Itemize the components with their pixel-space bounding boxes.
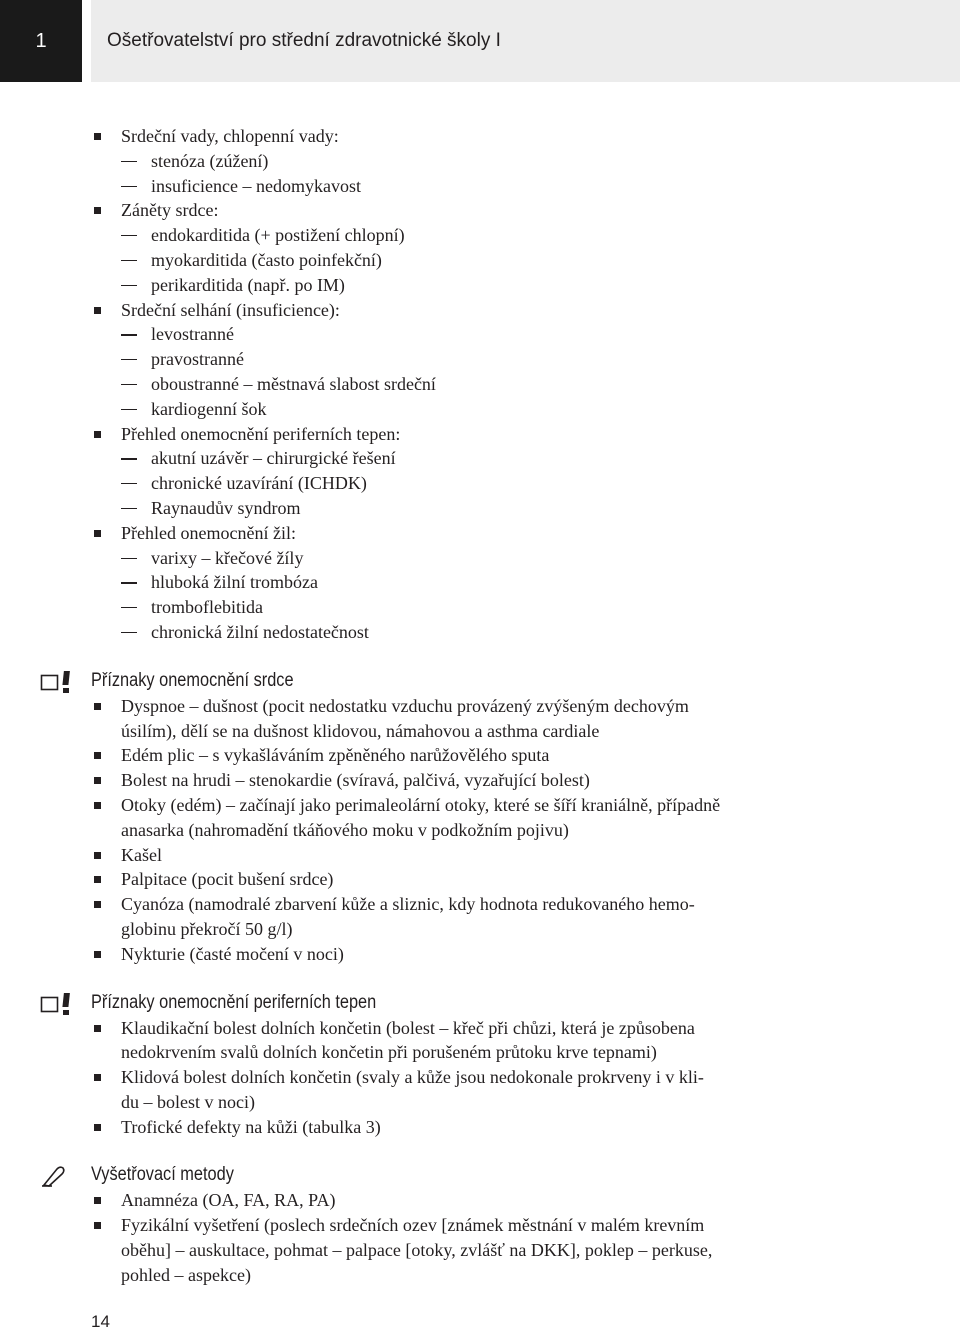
list-item: [0, 942, 960, 967]
list-item-continuation: [0, 719, 960, 744]
attention-icon: [40, 992, 80, 1016]
list-item: [0, 1065, 960, 1090]
list-item-continuation: úsilím), dělí se na dušnost klidovou, námahovou a asthma cardiale: [121, 720, 600, 741]
dash-mark: [121, 582, 137, 583]
list-item: [0, 198, 960, 223]
sub-list-item: [0, 149, 960, 174]
sub-item-text: pravostranné: [151, 349, 244, 370]
list-item: [0, 768, 960, 793]
header-band: [91, 0, 960, 82]
bullet-square: [94, 852, 101, 859]
dash-mark: [121, 508, 137, 509]
list-item: [0, 1016, 960, 1041]
sub-item-text: stenóza (zúžení): [151, 150, 269, 171]
bullet-square: [94, 951, 101, 958]
sub-item-text: kardiogenní šok: [151, 398, 267, 419]
attention-icon: [40, 670, 80, 694]
list-item: [0, 743, 960, 768]
section-title: Příznaky onemocnění srdce: [91, 669, 294, 691]
list-item-text: Kašel: [121, 844, 162, 865]
list-item: [0, 694, 960, 719]
page-header: [0, 0, 960, 82]
list-item: [0, 422, 960, 447]
list-item-text: Srdeční selhání (insuficience):: [121, 299, 340, 320]
list-item-continuation: [0, 1040, 960, 1065]
bullet-square: [94, 703, 101, 710]
list-item: [0, 298, 960, 323]
list-item-continuation: du – bolest v noci): [121, 1091, 255, 1112]
sub-list-item: [0, 397, 960, 422]
list-item-text: Srdeční vady, chlopenní vady:: [121, 126, 339, 146]
sub-list-item: [0, 372, 960, 397]
bullet-square: [94, 1197, 101, 1204]
dash-mark: [121, 186, 137, 187]
list-item: [0, 1188, 960, 1213]
sub-list-item: [0, 595, 960, 620]
sub-list-item: [0, 347, 960, 372]
dash-mark: [121, 235, 137, 236]
list-item: [0, 892, 960, 917]
sub-list-item: [0, 322, 960, 347]
section-gap: [0, 967, 960, 989]
bullet-square: [94, 1074, 101, 1081]
dash-mark: [121, 458, 137, 459]
dash-mark: [121, 359, 137, 360]
bullet-square: [94, 307, 101, 314]
section-heading: [0, 1161, 960, 1188]
list-item-continuation: oběhu] – auskultace, pohmat – palpace [otoky, zvlášť na DKK], poklep – perkuse,: [121, 1240, 713, 1261]
bullet-square: [94, 802, 101, 809]
dash-mark: [121, 607, 137, 608]
list-item-continuation: globinu překročí 50 g/l): [121, 918, 293, 939]
list-item-text: Bolest na hrudi – stenokardie (svíravá, palčivá, vyzařující bolest): [121, 770, 590, 791]
sub-list-item: [0, 248, 960, 273]
list-item-continuation: anasarka (nahromadění tkáňového moku v podkožním pojivu): [121, 819, 569, 840]
section-title: Příznaky onemocnění periferních tepen: [91, 991, 377, 1013]
list-item-text: Záněty srdce:: [121, 200, 219, 221]
sub-item-text: akutní uzávěr – chirurgické řešení: [151, 448, 396, 469]
list-item-text: Anamnéza (OA, FA, RA, PA): [121, 1190, 336, 1211]
sub-list-item: [0, 223, 960, 248]
list-item-continuation: [0, 1263, 960, 1288]
list-item: [0, 1213, 960, 1238]
sub-list-item: [0, 471, 960, 496]
list-item-continuation: pohled – aspekce): [121, 1264, 251, 1285]
list-item-text: Dyspnoe – dušnost (pocit nedostatku vzduchu provázený zvýšeným dechovým: [121, 695, 689, 716]
bullet-square: [94, 1025, 101, 1032]
sub-item-text: insuficience – nedomykavost: [151, 175, 361, 196]
sub-item-text: varixy – křečové žíly: [151, 547, 304, 568]
dash-mark: [121, 334, 137, 335]
dash-mark: [121, 409, 137, 410]
list-item-text: Klaudikační bolest dolních končetin (bolest – křeč při chůzi, která je způsobena: [121, 1017, 695, 1038]
list-item-text: Přehled onemocnění periferních tepen:: [121, 423, 401, 444]
list-item-text: Fyzikální vyšetření (poslech srdečních ozev [známek městnání v malém krevním: [121, 1215, 705, 1236]
sub-item-text: chronické uzavírání (ICHDK): [151, 473, 367, 494]
dash-mark: [121, 384, 137, 385]
dash-mark: [121, 483, 137, 484]
sub-item-text: hluboká žilní trombóza: [151, 572, 318, 593]
dash-mark: [121, 558, 137, 559]
list-item-continuation: [0, 818, 960, 843]
section-gap: [0, 645, 960, 667]
page-content: [0, 124, 960, 1288]
sub-item-text: Raynaudův syndrom: [151, 497, 301, 518]
list-item-text: Trofické defekty na kůži (tabulka 3): [121, 1116, 381, 1137]
sub-list-item: [0, 620, 960, 645]
sub-item-text: endokarditida (+ postižení chlopní): [151, 225, 405, 246]
list-item: [0, 843, 960, 868]
bullet-square: [94, 777, 101, 784]
list-item-continuation: [0, 1090, 960, 1115]
sub-list-item: [0, 496, 960, 521]
bullet-square: [94, 133, 101, 140]
list-item-text: Cyanóza (namodralé zbarvení kůže a sliznic, kdy hodnota redukovaného hemo-: [121, 894, 695, 915]
sub-item-text: tromboflebitida: [151, 597, 263, 618]
bullet-square: [94, 207, 101, 214]
list-item: [0, 124, 960, 149]
sub-list-item: [0, 273, 960, 298]
sub-list-item: [0, 174, 960, 199]
sub-item-text: levostranné: [151, 324, 234, 345]
bullet-square: [94, 431, 101, 438]
bullet-square: [94, 901, 101, 908]
list-item-text: Edém plic – s vykašláváním zpěněného narůžovělého sputa: [121, 745, 550, 766]
bullet-square: [94, 752, 101, 759]
examination-icon: [40, 1164, 80, 1188]
list-item: [0, 867, 960, 892]
section-gap: [0, 1139, 960, 1161]
list-item: [0, 521, 960, 546]
dash-mark: [121, 161, 137, 162]
sub-list-item: [0, 570, 960, 595]
sub-item-text: myokarditida (často poinfekční): [151, 249, 382, 270]
list-item-text: Klidová bolest dolních končetin (svaly a kůže jsou nedokonale prokrveny i v kli-: [121, 1067, 704, 1088]
bullet-square: [94, 1124, 101, 1131]
bullet-square: [94, 1222, 101, 1229]
chapter-number: 1: [35, 29, 47, 52]
list-item-continuation: nedokrvením svalů dolních končetin při porušeném průtoku krve tepnami): [121, 1042, 657, 1063]
sub-item-text: oboustranné – městnavá slabost srdeční: [151, 373, 436, 394]
sub-item-text: perikarditida (např. po IM): [151, 274, 345, 295]
list-item: [0, 793, 960, 818]
dash-mark: [121, 260, 137, 261]
list-item-continuation: [0, 917, 960, 942]
bullet-square: [94, 876, 101, 883]
list-item-text: Nykturie (časté močení v noci): [121, 943, 344, 964]
section-heading: [0, 667, 960, 694]
section-heading: [0, 989, 960, 1016]
sub-list-item: [0, 546, 960, 571]
bullet-square: [94, 530, 101, 537]
section-title: Vyšetřovací metody: [91, 1164, 234, 1186]
list-item: [0, 1115, 960, 1140]
list-item-text: Otoky (edém) – začínají jako perimaleolární otoky, které se šíří kraniálně, případně: [121, 794, 721, 815]
list-item-text: Přehled onemocnění žil:: [121, 522, 296, 543]
dash-mark: [121, 285, 137, 286]
book-title: Ošetřovatelství pro střední zdravotnické školy I: [107, 30, 501, 51]
chapter-number-box: [0, 0, 82, 82]
sub-list-item: [0, 446, 960, 471]
dash-mark: [121, 632, 137, 633]
list-item-text: Palpitace (pocit bušení srdce): [121, 869, 334, 890]
sub-item-text: chronická žilní nedostatečnost: [151, 621, 369, 642]
page-number: 14: [91, 1312, 110, 1331]
list-item-continuation: [0, 1238, 960, 1263]
